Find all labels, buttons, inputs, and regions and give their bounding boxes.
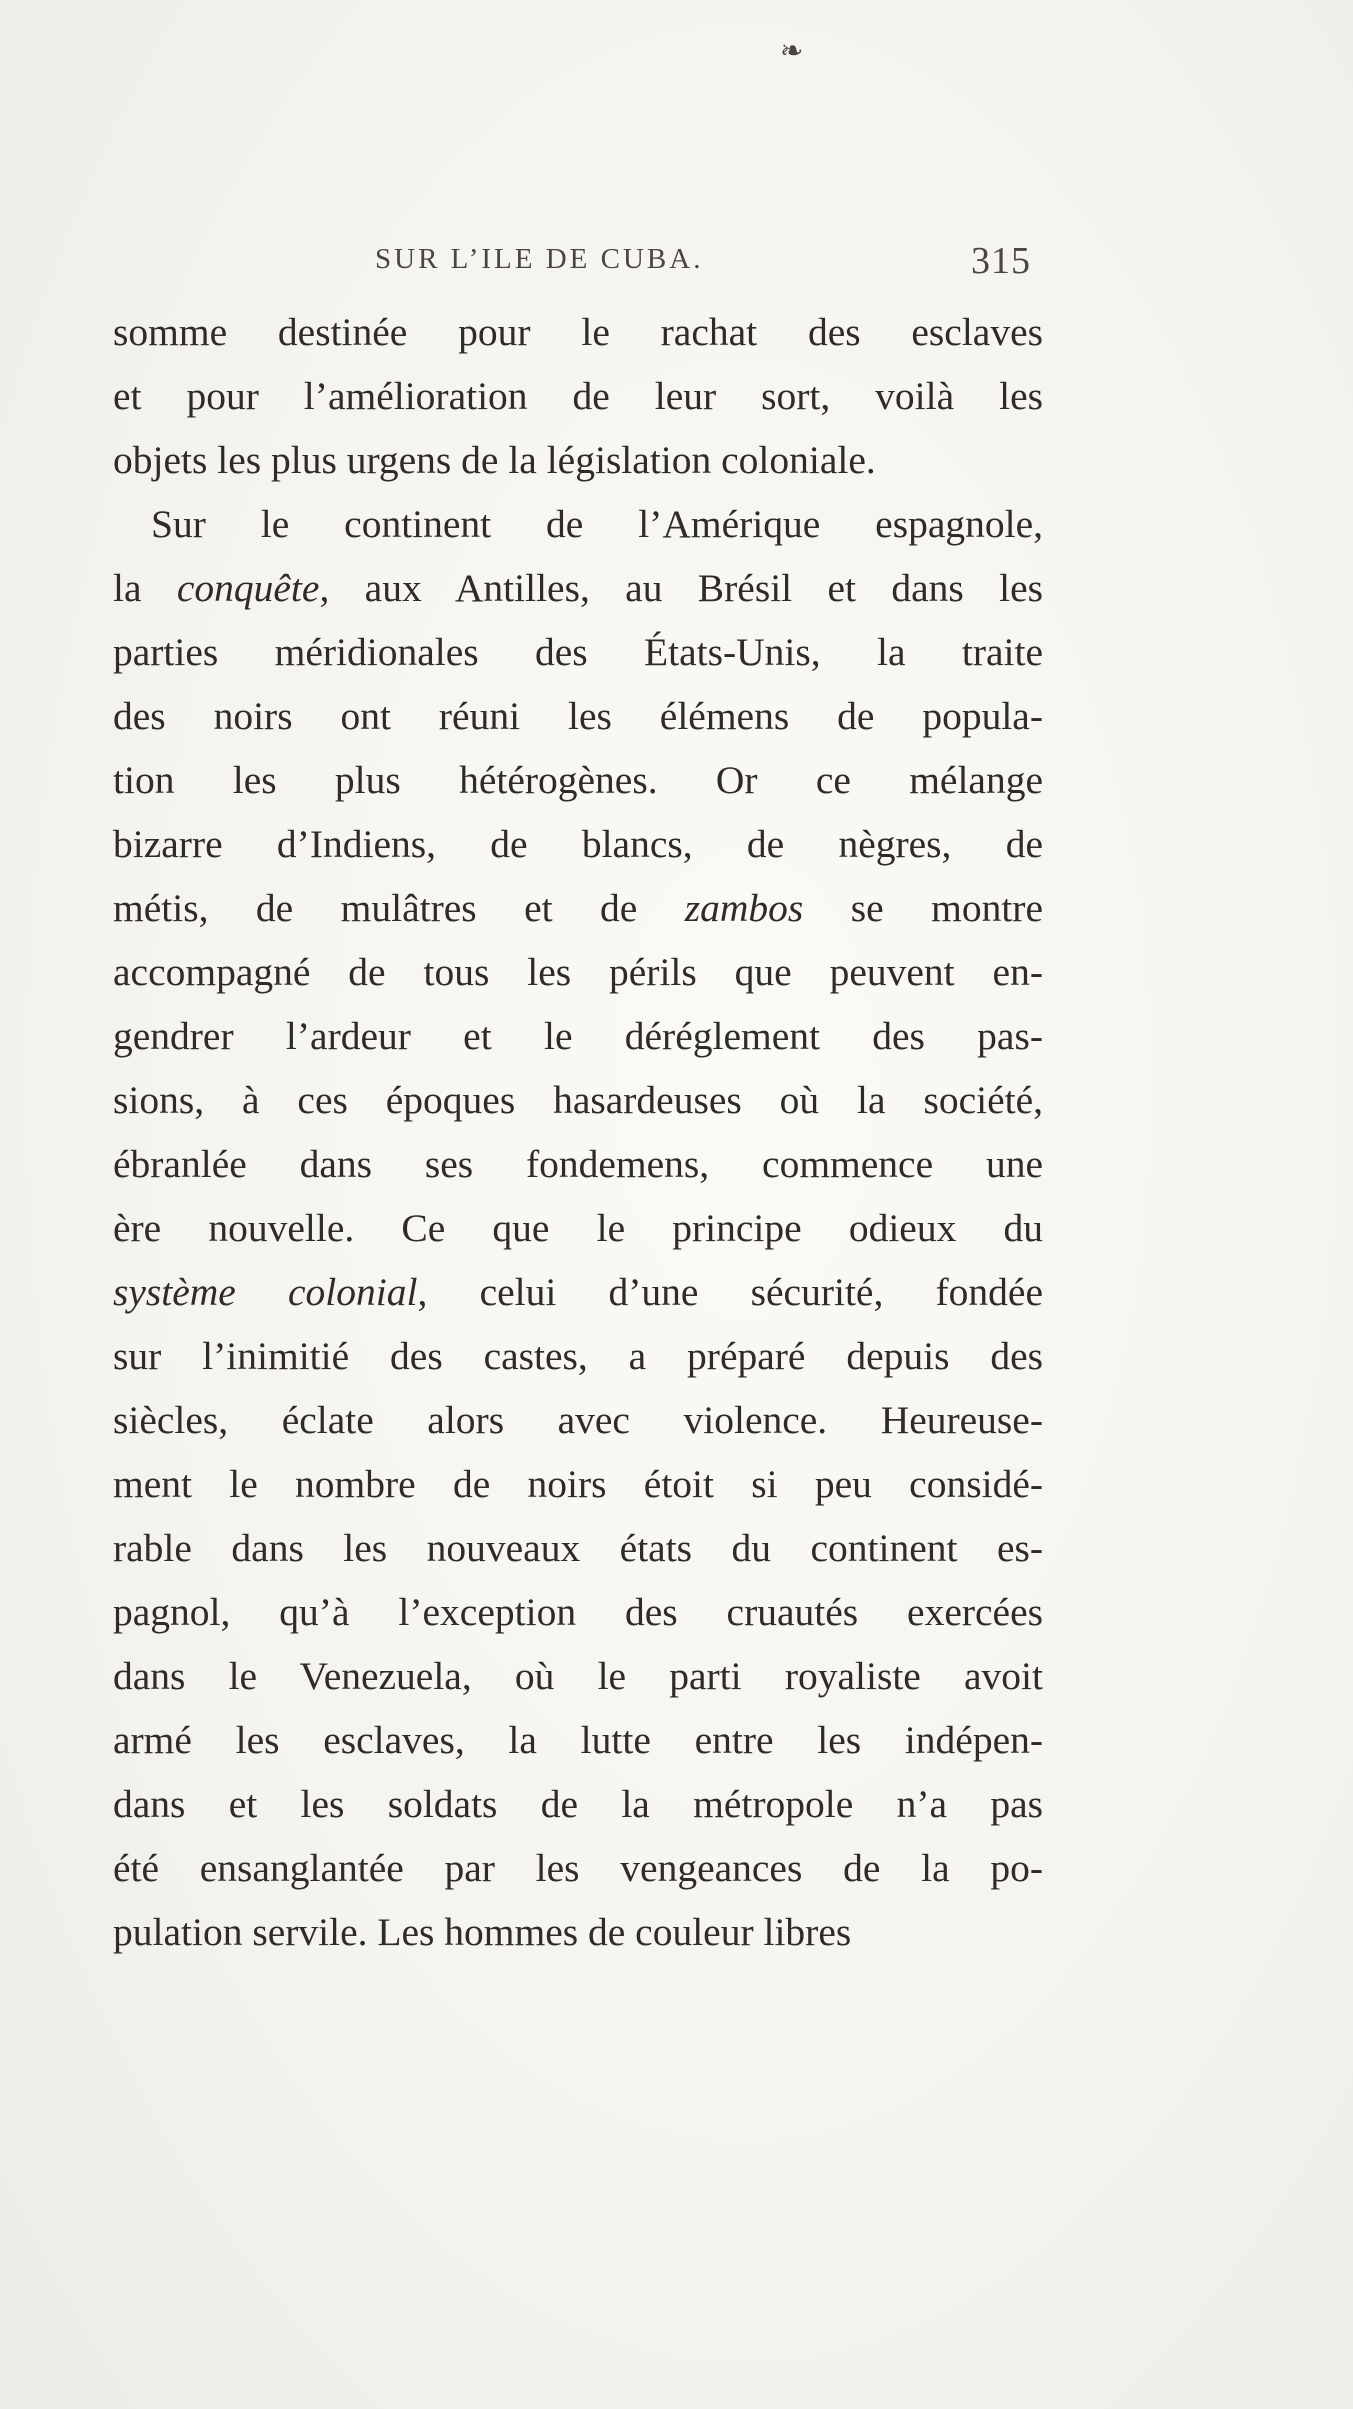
text-line: métis, de mulâtres et de zambos se montre [113, 886, 1043, 930]
printer-mark: ❧ [780, 36, 804, 67]
text-line: rable dans les nouveaux états du continent es- [113, 1526, 1043, 1570]
text-line: et pour l’amélioration de leur sort, voilà les [113, 374, 1043, 418]
text-line: dans et les soldats de la métropole n’a pas [113, 1782, 1043, 1826]
text-line: pagnol, qu’à l’exception des cruautés exercées [113, 1590, 1043, 1634]
text-line: système colonial, celui d’une sécurité, fondée [113, 1270, 1043, 1314]
text-line: pulation servile. Les hommes de couleur libres [113, 1910, 852, 1954]
text-line: été ensanglantée par les vengeances de la po- [113, 1846, 1043, 1890]
text-line: parties méridionales des États-Unis, la traite [113, 630, 1043, 674]
running-head-title: SUR L’ILE DE CUBA. [375, 243, 704, 275]
text-line: ment le nombre de noirs étoit si peu considé- [113, 1462, 1043, 1506]
text-line: siècles, éclate alors avec violence. Heureuse- [113, 1398, 1043, 1442]
text-line: sions, à ces époques hasardeuses où la société, [113, 1078, 1043, 1122]
text-line: dans le Venezuela, où le parti royaliste avoit [113, 1654, 1043, 1698]
italic-term: système colonial [113, 1270, 418, 1314]
text-line: accompagné de tous les périls que peuvent en- [113, 950, 1043, 994]
running-head [115, 240, 1043, 283]
paragraph-start-line: Sur le continent de l’Amérique espagnole, [151, 502, 1043, 546]
text-line: gendrer l’ardeur et le déréglement des pas- [113, 1014, 1043, 1058]
text-line: bizarre d’Indiens, de blancs, de nègres, de [113, 822, 1043, 866]
text-line: ébranlée dans ses fondemens, commence une [113, 1142, 1043, 1186]
text-line: armé les esclaves, la lutte entre les indépen- [113, 1718, 1043, 1762]
text-line: des noirs ont réuni les élémens de popula- [113, 694, 1043, 738]
text-line: la conquête, aux Antilles, au Brésil et dans les [113, 566, 1043, 610]
text-line: somme destinée pour le rachat des esclaves [113, 310, 1043, 354]
italic-term: zambos [684, 886, 804, 930]
text-line: tion les plus hétérogènes. Or ce mélange [113, 758, 1043, 802]
text-line: objets les plus urgens de la législation coloniale. [113, 438, 876, 482]
italic-term: conquête [176, 566, 320, 610]
page-number: 315 [971, 240, 1031, 282]
text-line: sur l’inimitié des castes, a préparé depuis des [113, 1334, 1043, 1378]
body-text [113, 300, 1043, 1964]
text-line: ère nouvelle. Ce que le principe odieux du [113, 1206, 1043, 1250]
